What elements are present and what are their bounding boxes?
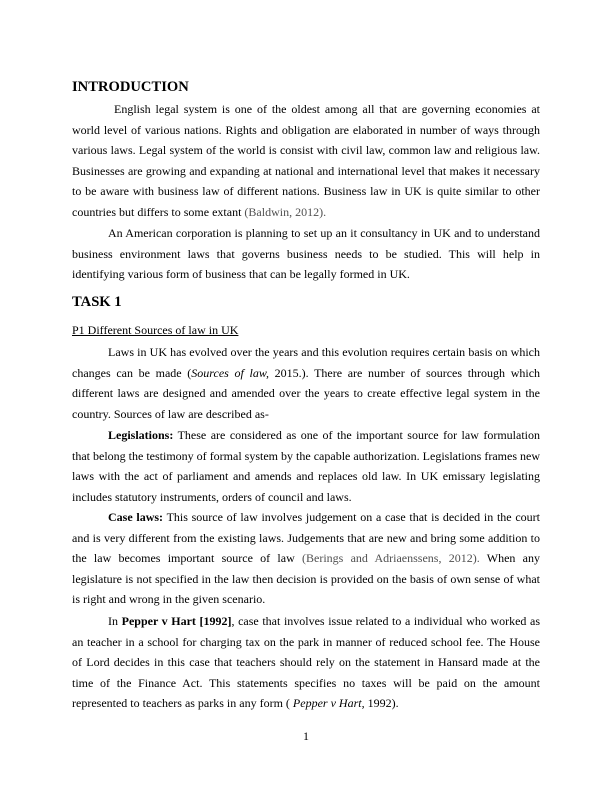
case-laws-text-b: When any legislature is not specified in the law then decision is provided on the basis of own sense of what is right and wrong in the given scenario. — [72, 551, 540, 607]
legislations-text: These are considered as one of the important source for law formulation that belong the testimony of formal system by the capable authorization. Legislations frames new laws with the act of parliament and amends and replaces old law. In UK emissary legislating includes statutory instruments, orders of council and laws. — [72, 428, 540, 504]
introduction-heading: INTRODUCTION — [72, 79, 189, 95]
p1-subheading: P1 Different Sources of law in UK — [72, 323, 239, 337]
case-laws-text-a: This source of law involves judgement on a case that is decided in the court and is very different from the existing laws. Judgements that are new and bring some addition to the law becomes important source of law — [72, 510, 541, 566]
citation-sources-year: 2015. — [268, 365, 302, 380]
task1-p1-text-a: Laws in UK has evolved over the years and this evolution requires certain basis on which changes can be made ( — [72, 345, 540, 380]
pepper-closing: ). — [391, 696, 399, 711]
intro-paragraph-1-text: English legal system is one of the oldest among all that are governing economies at world level of various nations. Rights and obligation are elaborated in number of ways through various laws. Legal system of the world is consist with civil law, common law and religious law. Businesses are growing and expanding at national and international level that makes it necessary to be aware with business law of different nations. Business law in UK is quite similar to other countries but differs to some extant — [72, 102, 540, 219]
pepper-v-hart-text: , case that involves issue related to a individual who worked as an teacher in a school for charging tax on the park in manner of reduced school fee. The House of Lord decides in this case that teachers should rely on the statement in Hansard made at the time of the Finance Act. This statements specifies no taxes will be paid on the amount represented to teachers as parks in any form ( — [72, 614, 541, 711]
citation-pepper-v-hart: Pepper v Hart, — [292, 696, 365, 711]
citation-pepper-year: 1992 — [364, 696, 392, 711]
case-laws-paragraph — [72, 507, 540, 610]
pepper-intro-word: In — [108, 614, 122, 628]
legislations-label: Legislations: — [108, 428, 174, 442]
task1-heading: TASK 1 — [72, 294, 122, 310]
citation-baldwin: (Baldwin, 2012). — [244, 204, 327, 219]
page-number: 1 — [303, 729, 309, 743]
citation-berings: (Berings and Adriaenssens, 2012). — [302, 551, 480, 566]
task1-paragraph-1 — [72, 342, 540, 424]
pepper-v-hart-paragraph — [72, 611, 540, 714]
task1-p1-text-b: ). There are number of sources through which different laws are designed and amended over the years to create effective legal system in the country. Sources of law are described as- — [72, 365, 541, 421]
legislations-paragraph — [72, 425, 540, 507]
case-laws-label: Case laws: — [108, 510, 164, 524]
intro-paragraph-1 — [72, 99, 540, 223]
intro-paragraph-2: An American corporation is planning to set up an it consultancy in UK and to understand business environment laws that governs business needs to be studied. This will help in identifying various form of business that can be legally formed in UK. — [72, 226, 540, 282]
citation-sources-of-law: Sources of law, — [191, 365, 269, 380]
pepper-v-hart-label: Pepper v Hart [1992] — [121, 614, 232, 628]
